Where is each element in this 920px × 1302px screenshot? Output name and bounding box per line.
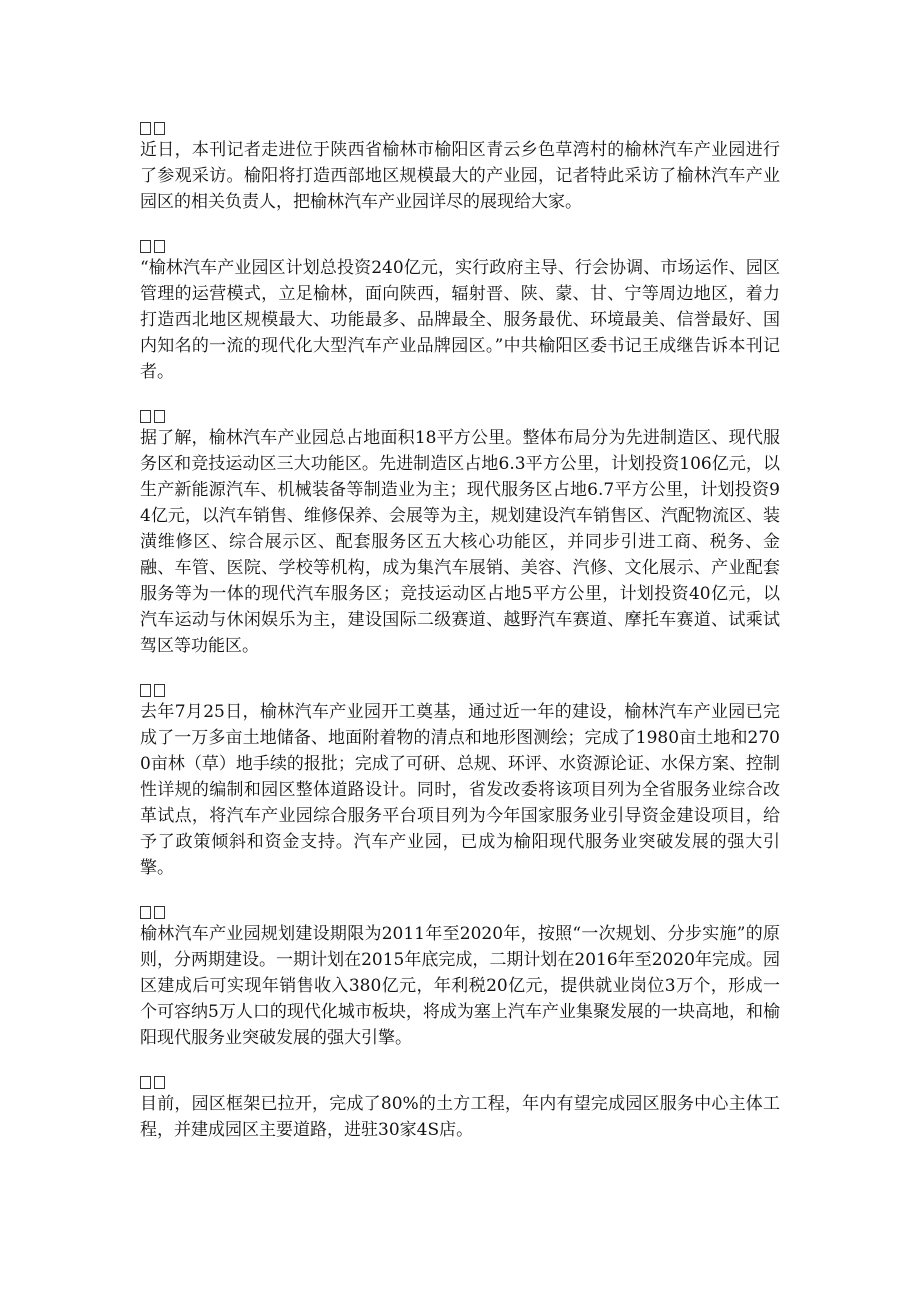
paragraph-4	[140, 677, 780, 881]
paragraph-6	[140, 1069, 780, 1143]
document-body	[140, 115, 780, 1161]
paragraph-text: 榆林汽车产业园规划建设期限为2011年至2020年，按照“一次规划、分步实施”的原则，分两期建设。一期计划在2015年底完成，二期计划在2016年至2020年完成。园区建成后可实现年销售收入380亿元，年利税20亿元，提供就业岗位3万个，形成一个可容纳5万人口的现代化城市板块，将成为塞上汽车产业集聚发展的一块高地，和榆阳现代服务业突破发展的强大引擎。	[140, 924, 780, 1048]
paragraph-2	[140, 233, 780, 385]
paragraph-text: 去年7月25日，榆林汽车产业园开工奠基，通过近一年的建设，榆林汽车产业园已完成了一万多亩土地储备、地面附着物的清点和地形图测绘；完成了1980亩土地和2700亩林（草）地手续的报批；完成了可研、总规、环评、水资源论证、水保方案、控制性详规的编制和园区整体道路设计。同时，省发改委将该项目列为全省服务业综合改革试点，将汽车产业园综合服务平台项目列为今年国家服务业引导资金建设项目，给予了政策倾斜和资金支持。汽车产业园，已成为榆阳现代服务业突破发展的强大引擎。	[140, 702, 780, 878]
paragraph-text: 目前，园区框架已拉开，完成了80%的土方工程，年内有望完成园区服务中心主体工程，并建成园区主要道路，进驻30家4S店。	[140, 1094, 780, 1140]
paragraph-marker-icon	[140, 677, 780, 697]
paragraph-marker-icon	[140, 403, 780, 423]
paragraph-1	[140, 115, 780, 215]
paragraph-marker-icon	[140, 899, 780, 919]
paragraph-3	[140, 403, 780, 659]
paragraph-5	[140, 899, 780, 1051]
paragraph-marker-icon	[140, 233, 780, 253]
paragraph-text: 近日，本刊记者走进位于陕西省榆林市榆阳区青云乡色草湾村的榆林汽车产业园进行了参观采访。榆阳将打造西部地区规模最大的产业园，记者特此采访了榆林汽车产业园区的相关负责人，把榆林汽车产业园详尽的展现给大家。	[140, 140, 780, 212]
paragraph-text: 据了解，榆林汽车产业园总占地面积18平方公里。整体布局分为先进制造区、现代服务区和竞技运动区三大功能区。先进制造区占地6.3平方公里，计划投资106亿元，以生产新能源汽车、机械装备等制造业为主；现代服务区占地6.7平方公里，计划投资94亿元，以汽车销售、维修保养、会展等为主，规划建设汽车销售区、汽配物流区、装潢维修区、综合展示区、配套服务区五大核心功能区，并同步引进工商、税务、金融、车管、医院、学校等机构，成为集汽车展销、美容、汽修、文化展示、产业配套服务等为一体的现代汽车服务区；竞技运动区占地5平方公里，计划投资40亿元，以汽车运动与休闲娱乐为主，建设国际二级赛道、越野汽车赛道、摩托车赛道、试乘试驾区等功能区。	[140, 428, 780, 656]
paragraph-marker-icon	[140, 1069, 780, 1089]
paragraph-text: “榆林汽车产业园区计划总投资240亿元，实行政府主导、行会协调、市场运作、园区管理的运营模式，立足榆林，面向陕西，辐射晋、陕、蒙、甘、宁等周边地区，着力打造西北地区规模最大、功能最多、品牌最全、服务最优、环境最美、信誉最好、国内知名的一流的现代化大型汽车产业品牌园区。”中共榆阳区委书记王成继告诉本刊记者。	[140, 258, 780, 382]
paragraph-marker-icon	[140, 115, 780, 135]
